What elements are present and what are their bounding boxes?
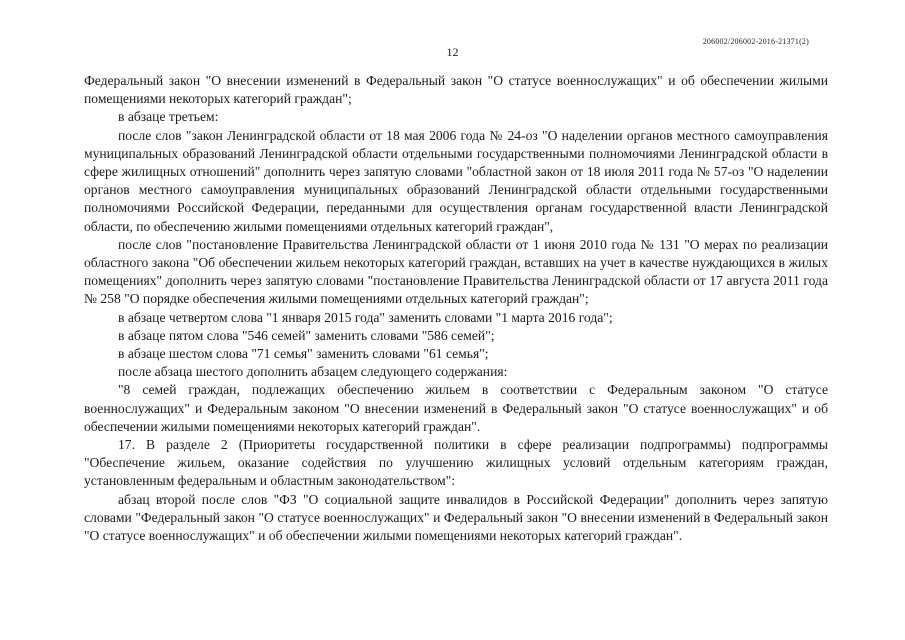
paragraph: абзац второй после слов "ФЗ "О социальной защите инвалидов в Российской Федерации" дополнить через запятую словами "Федеральный закон "О статусе военнослужащих" и Федеральный закон "О внесении изменений в Федеральный закон "О статусе военнослужащих" и об обеспечении жилыми помещениями некоторых категорий граждан". bbox=[84, 491, 828, 544]
paragraph: после слов "закон Ленинградской области от 18 мая 2006 года № 24-оз "О наделении органов местного самоуправления муниципальных образований Ленинградской области отдельными государственными полномочиями Ленинградской области в сфере жилищных отношений" дополнить через запятую словами "областной закон от 18 июля 2011 года № 57-оз "О наделении органов местного самоуправления муниципальных образований Ленинградской области отдельными государственными полномочиями Российской Федерации, переданными для осуществления органам государственной власти Ленинградской области, по обеспечению жилыми помещениями отдельных категорий граждан", bbox=[84, 127, 828, 234]
paragraph: в абзаце четвертом слова "1 января 2015 года" заменить словами "1 марта 2016 года"; bbox=[118, 309, 613, 325]
paragraph: после абзаца шестого дополнить абзацем следующего содержания: bbox=[118, 364, 508, 380]
paragraph: Федеральный закон "О внесении изменений в Федеральный закон "О статусе военнослужащих" и об обеспечении жилыми помещениями некоторых категорий граждан"; bbox=[84, 73, 828, 107]
page-number: 12 bbox=[446, 45, 459, 59]
paragraph: "8 семей граждан, подлежащих обеспечению жильем в соответствии с Федеральным законом "О статусе военнослужащих" и Федеральным законом "О внесении изменений в Федеральный закон "О статусе военнослужащих" и об обеспечении жилыми помещениями некоторых категорий граждан". bbox=[84, 382, 828, 434]
document-id: 206002/206002-2016-21371(2) bbox=[702, 37, 809, 46]
paragraph: в абзаце третьем: bbox=[118, 109, 219, 125]
paragraph: в абзаце шестом слова "71 семья" заменить словами "61 семья"; bbox=[118, 346, 489, 362]
paragraph: 17. В разделе 2 (Приоритеты государственной политики в сфере реализации подпрограммы) подпрограммы "Обеспечение жильем, оказание содействия по улучшению жилищных условий отдельным категориям граждан, установленным федеральным и областным законодательством": bbox=[84, 437, 828, 489]
paragraph: после слов "постановление Правительства Ленинградской области от 1 июня 2010 года № 131 "О мерах по реализации областного закона "Об обеспечении жильем некоторых категорий граждан, вставших на учет в качестве нуждающихся в жилых помещениях" дополнить через запятую словами "постановление Правительства Ленинградской области от 17 августа 2011 года № 258 "О порядке обеспечения жилыми помещениями отдельных категорий граждан"; bbox=[84, 236, 828, 307]
paragraph: в абзаце пятом слова "546 семей" заменить словами "586 семей"; bbox=[118, 327, 495, 343]
document-body bbox=[84, 72, 828, 545]
